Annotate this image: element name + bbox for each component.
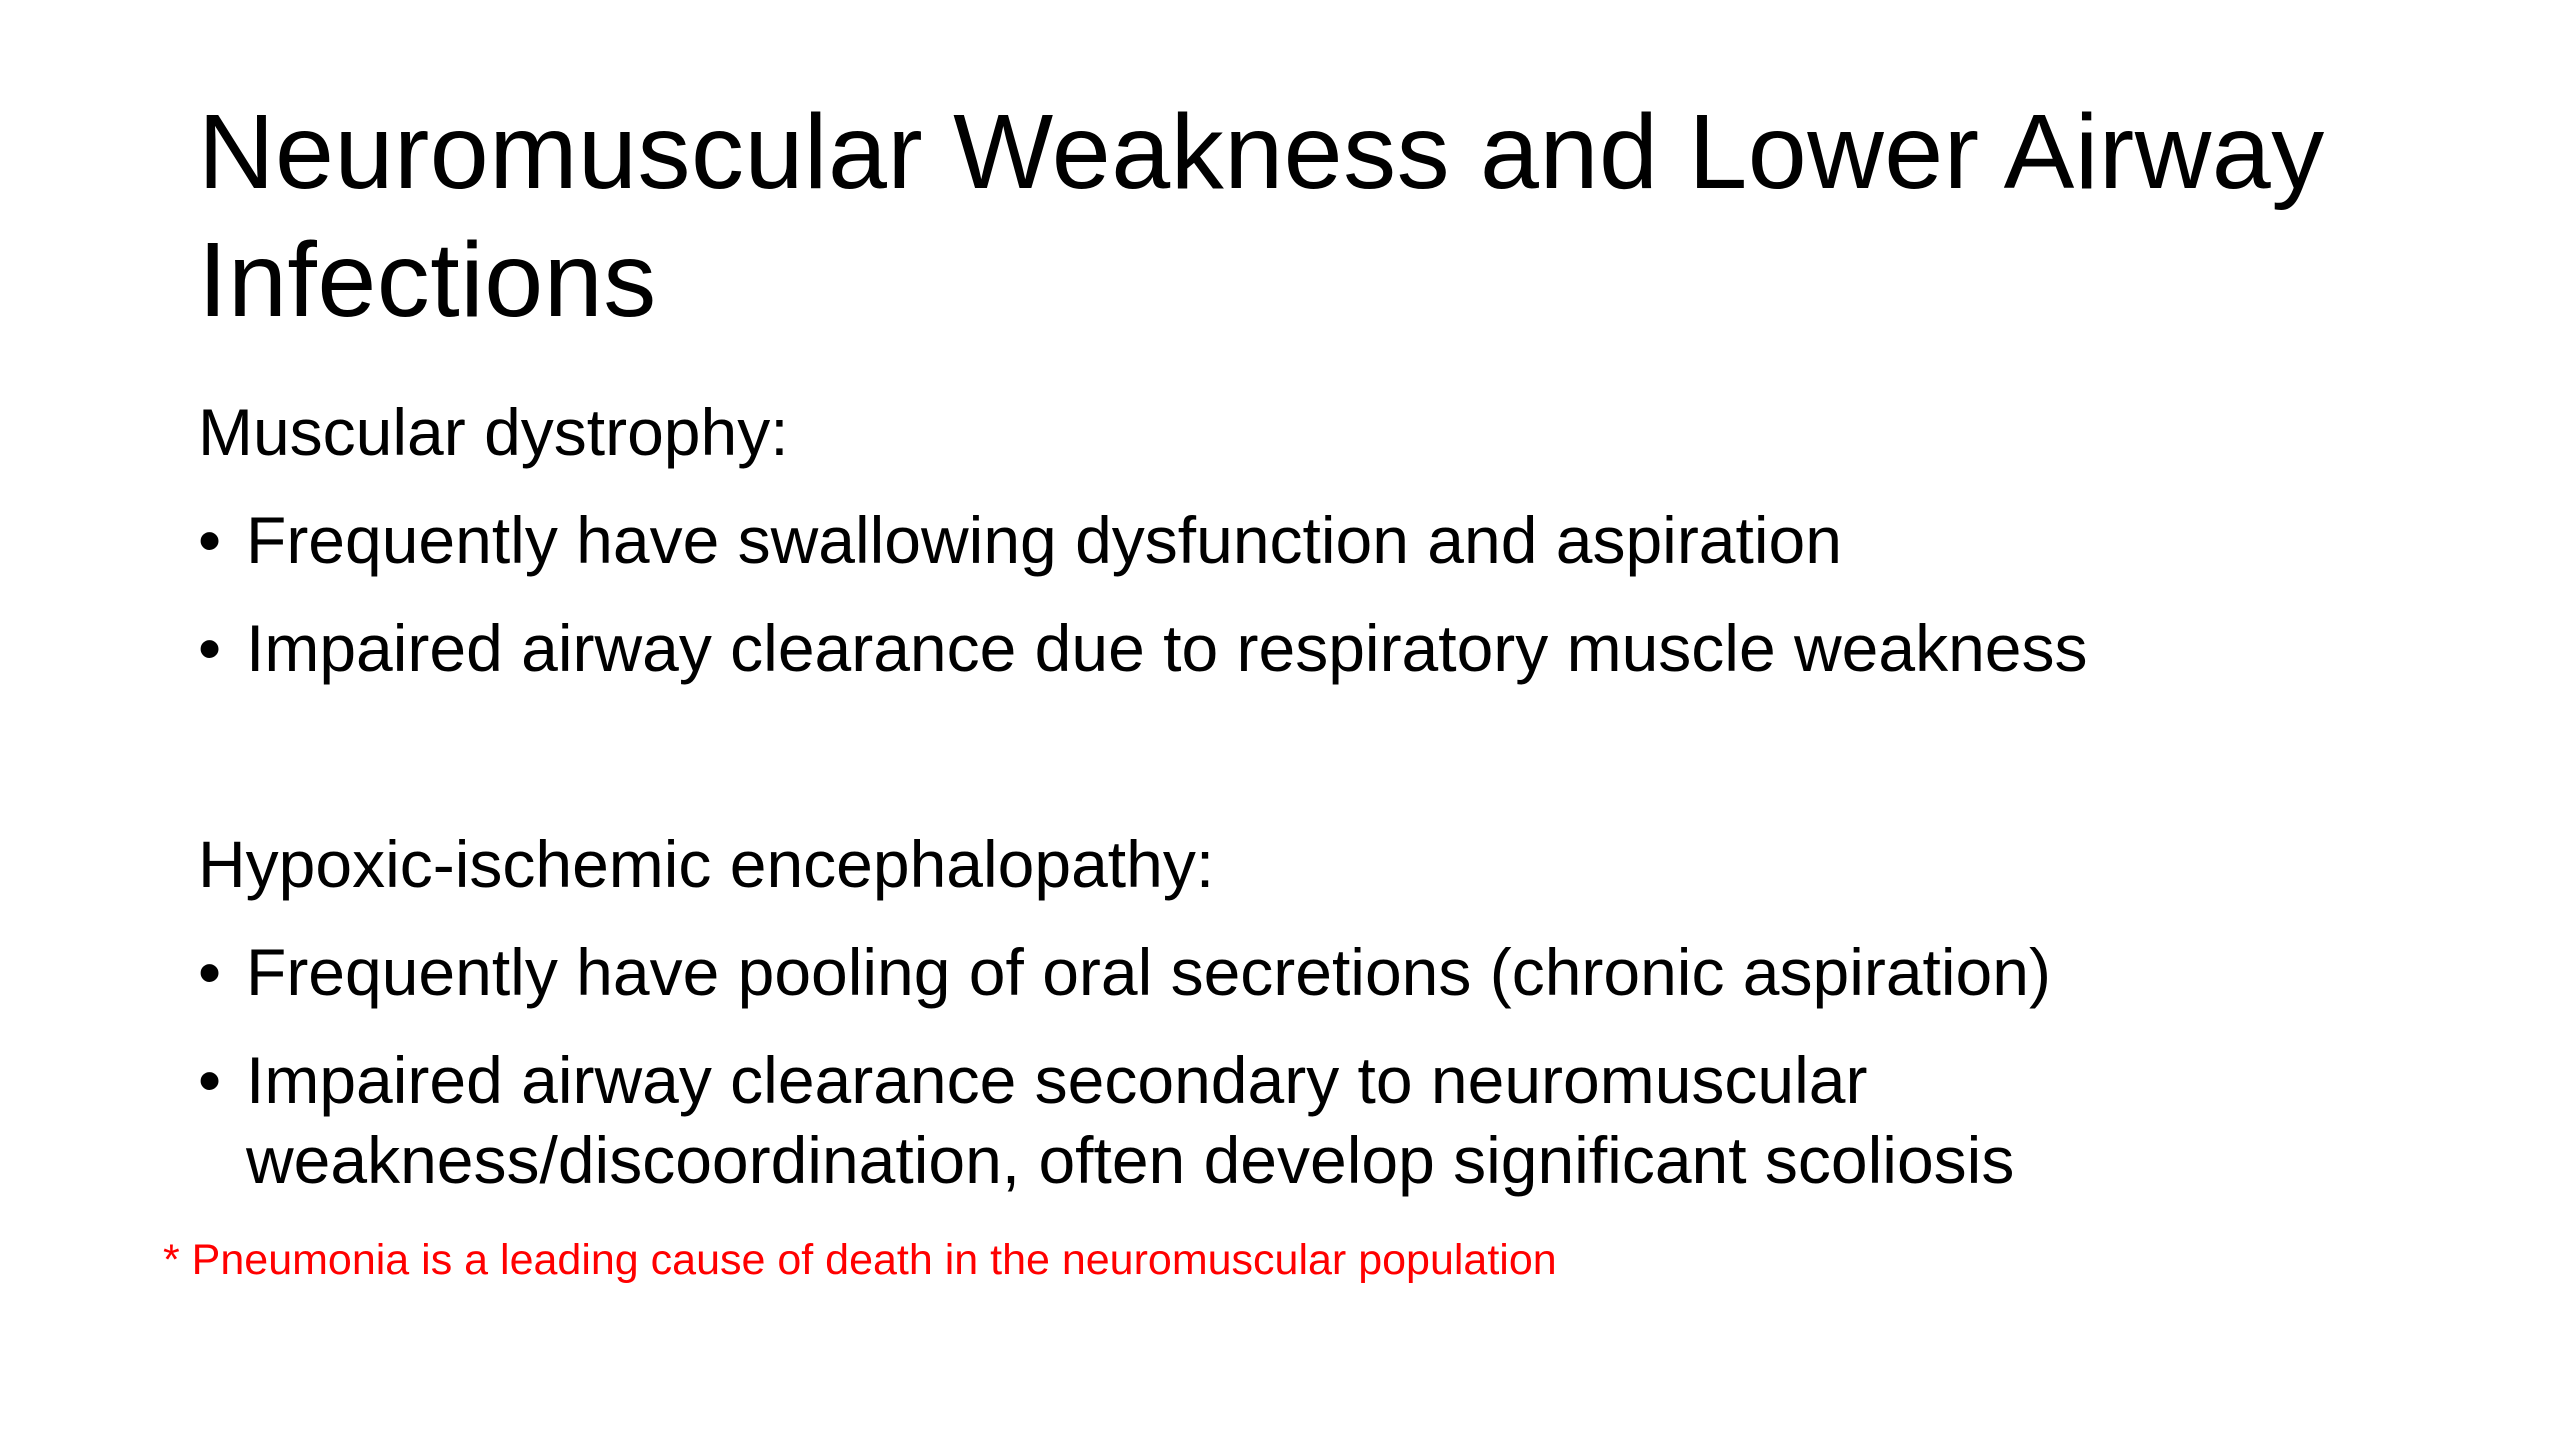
bullet-item (198, 500, 2398, 580)
bullet-item (198, 608, 2398, 688)
bullet-item (198, 1040, 2398, 1200)
section-hypoxic-ischemic-encephalopathy (198, 824, 2398, 1200)
bullet-text: Frequently have pooling of oral secretions (chronic aspiration) (246, 935, 2051, 1009)
bullet-icon: • (198, 1043, 222, 1117)
section-heading: Hypoxic-ischemic encephalopathy: (198, 827, 1215, 901)
bullet-icon: • (198, 503, 222, 577)
bullet-text: Impaired airway clearance due to respiratory muscle weakness (246, 611, 2088, 685)
bullet-item (198, 932, 2398, 1012)
bullet-icon: • (198, 935, 222, 1009)
slide-title: Neuromuscular Weakness and Lower Airway Infections (198, 93, 2325, 339)
bullet-list (198, 500, 2398, 688)
footnote: * Pneumonia is a leading cause of death in the neuromuscular population (163, 1236, 1557, 1284)
bullet-text: Impaired airway clearance secondary to neuromuscular weakness/discoordination, often develop significant scoliosis (246, 1043, 2015, 1197)
section-heading: Muscular dystrophy: (198, 395, 789, 469)
bullet-text: Frequently have swallowing dysfunction and aspiration (246, 503, 1842, 577)
bullet-icon: • (198, 611, 222, 685)
bullet-list (198, 932, 2398, 1200)
section-muscular-dystrophy (198, 392, 2398, 688)
